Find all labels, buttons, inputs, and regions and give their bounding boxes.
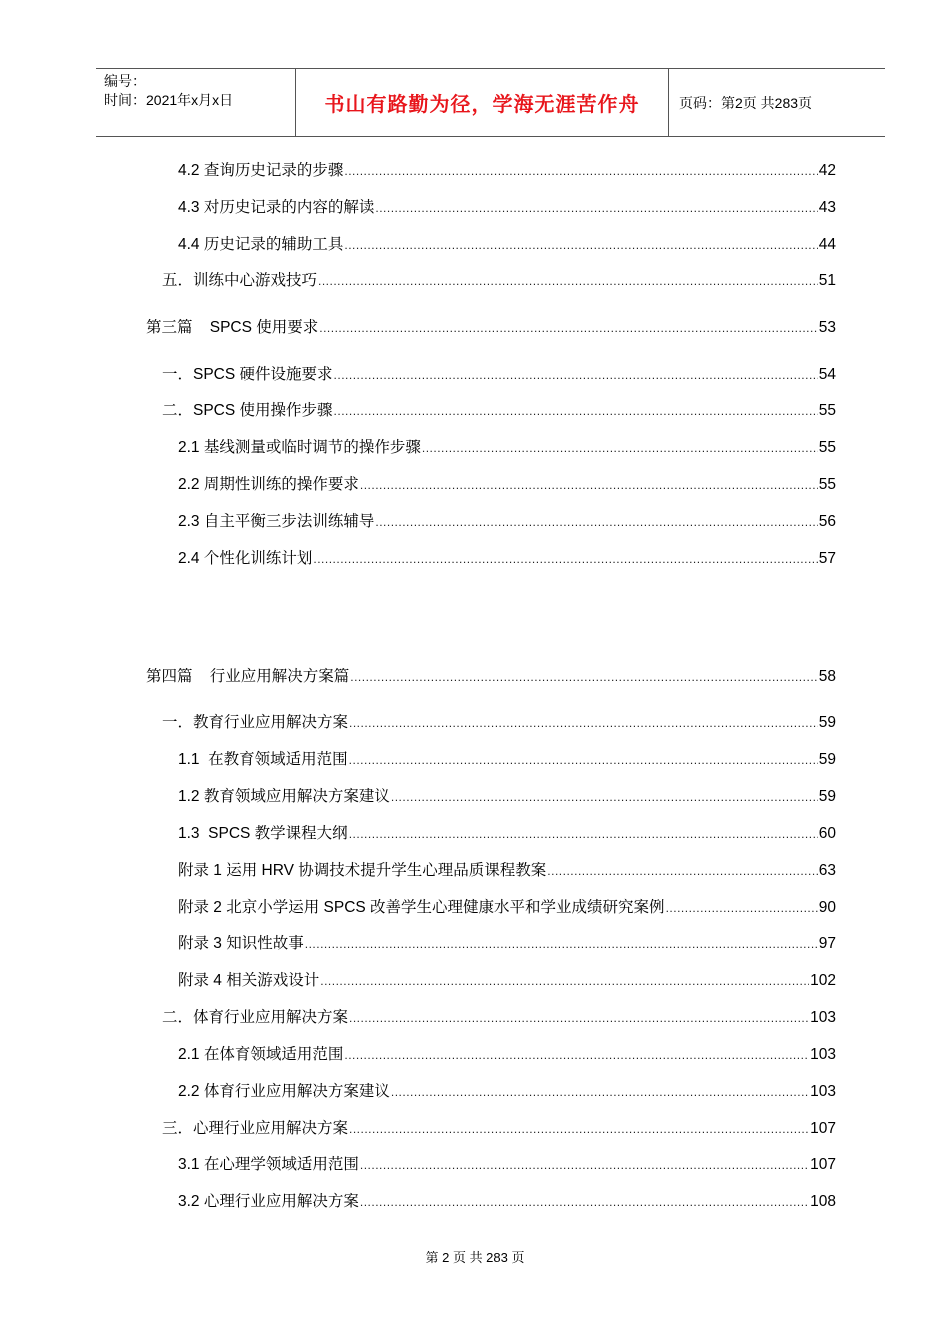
- toc-entry-page: 107: [810, 1156, 836, 1173]
- toc-entry-page: 102: [810, 972, 836, 989]
- toc-entry[interactable]: [178, 548, 836, 570]
- toc-leader: [334, 364, 818, 386]
- toc-entry[interactable]: [178, 897, 836, 919]
- header-meta: [96, 69, 296, 136]
- toc-entry-title: 1.2 教育领域应用解决方案建议: [178, 788, 390, 805]
- toc-entry-page: 56: [818, 513, 836, 530]
- toc-entry[interactable]: [162, 400, 836, 422]
- toc-entry-page: 103: [810, 1083, 836, 1100]
- toc-entry-page: 60: [818, 825, 836, 842]
- toc-leader: [391, 786, 818, 808]
- toc-entry-title: 2.4 个性化训练计划: [178, 550, 313, 567]
- toc-leader: [344, 234, 817, 256]
- toc-entry-title: 1.1 在教育领域适用范围: [178, 751, 348, 768]
- toc-entry-page: 103: [810, 1009, 836, 1026]
- toc-leader: [666, 897, 818, 919]
- toc-entry-page: 97: [818, 935, 836, 952]
- toc-leader: [320, 970, 809, 992]
- toc-entry-title: 2.2 周期性训练的操作要求: [178, 476, 359, 493]
- toc-entry-page: 57: [818, 550, 836, 567]
- toc-leader: [349, 1007, 809, 1029]
- toc-leader: [349, 712, 818, 734]
- toc-entry-page: 42: [818, 162, 836, 179]
- toc-entry-page: 55: [818, 476, 836, 493]
- toc-entry[interactable]: [162, 712, 836, 734]
- header-page-info: [669, 69, 885, 136]
- toc-entry[interactable]: [178, 1044, 836, 1066]
- header-motto-cell: [296, 69, 669, 136]
- toc-entry[interactable]: [178, 970, 836, 992]
- toc-leader: [318, 270, 818, 292]
- toc-entry-page: 59: [818, 714, 836, 731]
- toc-entry-page: 108: [810, 1193, 836, 1210]
- toc-entry[interactable]: [162, 364, 836, 386]
- toc-entry-page: 55: [818, 402, 836, 419]
- toc-entry-page: 44: [818, 236, 836, 253]
- toc-entry-title: 五．训练中心游戏技巧: [162, 272, 318, 289]
- toc-entry[interactable]: [178, 474, 836, 496]
- toc-entry-page: 103: [810, 1046, 836, 1063]
- toc-leader: [360, 1191, 809, 1213]
- toc-entry[interactable]: [178, 1154, 836, 1176]
- toc-leader: [344, 1044, 809, 1066]
- toc-leader: [349, 749, 818, 771]
- toc-entry[interactable]: [178, 1191, 836, 1213]
- motto: 书山有路勤为径，学海无涯苦作舟: [324, 94, 640, 116]
- toc-leader: [422, 437, 818, 459]
- toc-entry-title: 2.1 基线测量或临时调节的操作步骤: [178, 439, 421, 456]
- toc-entry-title: 第四篇 行业应用解决方案篇: [146, 668, 350, 685]
- toc-entry-title: 一．教育行业应用解决方案: [162, 714, 349, 731]
- toc-entry-page: 53: [818, 319, 836, 336]
- toc-entry[interactable]: [178, 234, 836, 256]
- toc-entry-page: 59: [818, 788, 836, 805]
- toc-entry[interactable]: [178, 786, 836, 808]
- toc-entry-title: 4.4 历史记录的辅助工具: [178, 236, 344, 253]
- toc-entry-page: 107: [810, 1120, 836, 1137]
- toc-entry[interactable]: [178, 511, 836, 533]
- toc-entry[interactable]: [178, 437, 836, 459]
- toc-entry-title: 附录 2 北京小学运用 SPCS 改善学生心理健康水平和学业成绩研究案例: [178, 899, 665, 916]
- toc-leader: [349, 1118, 809, 1140]
- time-label: 时间：2021年x月x日: [104, 92, 234, 108]
- page-footer: 第 2 页 共 283 页: [425, 1250, 525, 1265]
- toc-leader: [375, 197, 817, 219]
- toc-entry[interactable]: [178, 933, 836, 955]
- toc-entry-title: 2.2 体育行业应用解决方案建议: [178, 1083, 390, 1100]
- toc-entry[interactable]: [178, 823, 836, 845]
- toc-entry-title: 附录 4 相关游戏设计: [178, 972, 320, 989]
- toc-entry[interactable]: [162, 1007, 836, 1029]
- toc-leader: [319, 317, 818, 339]
- toc-entry[interactable]: [146, 317, 836, 339]
- toc-entry-title: 4.2 查询历史记录的步骤: [178, 162, 344, 179]
- toc-entry[interactable]: [178, 860, 836, 882]
- toc-leader: [375, 511, 817, 533]
- toc-leader: [305, 933, 818, 955]
- toc-entry-page: 59: [818, 751, 836, 768]
- toc-entry-title: 二．体育行业应用解决方案: [162, 1009, 349, 1026]
- toc-entry-title: 附录 1 运用 HRV 协调技术提升学生心理品质课程教案: [178, 862, 547, 879]
- toc-entry-title: 1.3 SPCS 教学课程大纲: [178, 825, 348, 842]
- toc-entry-title: 2.3 自主平衡三步法训练辅导: [178, 513, 375, 530]
- toc-entry[interactable]: [178, 197, 836, 219]
- toc-entry[interactable]: [178, 749, 836, 771]
- toc-entry[interactable]: [162, 270, 836, 292]
- toc-entry-title: 三．心理行业应用解决方案: [162, 1120, 349, 1137]
- toc-entry-title: 第三篇 SPCS 使用要求: [146, 319, 319, 336]
- toc-entry-page: 63: [818, 862, 836, 879]
- toc-leader: [350, 666, 818, 688]
- toc-entry[interactable]: [178, 160, 836, 182]
- toc-leader: [360, 474, 818, 496]
- toc-entry-page: 54: [818, 366, 836, 383]
- toc-entry-title: 2.1 在体育领域适用范围: [178, 1046, 344, 1063]
- toc-entry-title: 一．SPCS 硬件设施要求: [162, 366, 333, 383]
- toc-entry-page: 43: [818, 199, 836, 216]
- toc-leader: [344, 160, 817, 182]
- toc-entry-title: 4.3 对历史记录的内容的解读: [178, 199, 375, 216]
- toc-leader: [349, 823, 818, 845]
- toc-entry-title: 二．SPCS 使用操作步骤: [162, 402, 333, 419]
- page-info: 页码：第2页 共283页: [679, 94, 813, 111]
- number-label: 编号：: [104, 73, 146, 89]
- toc-entry[interactable]: [178, 1081, 836, 1103]
- toc-leader: [313, 548, 817, 570]
- toc-entry-title: 3.2 心理行业应用解决方案: [178, 1193, 359, 1210]
- toc-entry-page: 51: [818, 272, 836, 289]
- toc-entry-title: 附录 3 知识性故事: [178, 935, 304, 952]
- toc-leader: [547, 860, 817, 882]
- page-header: [96, 68, 885, 137]
- toc-entry-page: 58: [818, 668, 836, 685]
- toc-entry[interactable]: [146, 666, 836, 688]
- toc-entry-title: 3.1 在心理学领域适用范围: [178, 1156, 359, 1173]
- toc-entry-page: 55: [818, 439, 836, 456]
- toc-entry[interactable]: [162, 1118, 836, 1140]
- toc-entry-page: 90: [818, 899, 836, 916]
- toc-leader: [334, 400, 818, 422]
- toc-leader: [360, 1154, 809, 1176]
- toc-leader: [391, 1081, 809, 1103]
